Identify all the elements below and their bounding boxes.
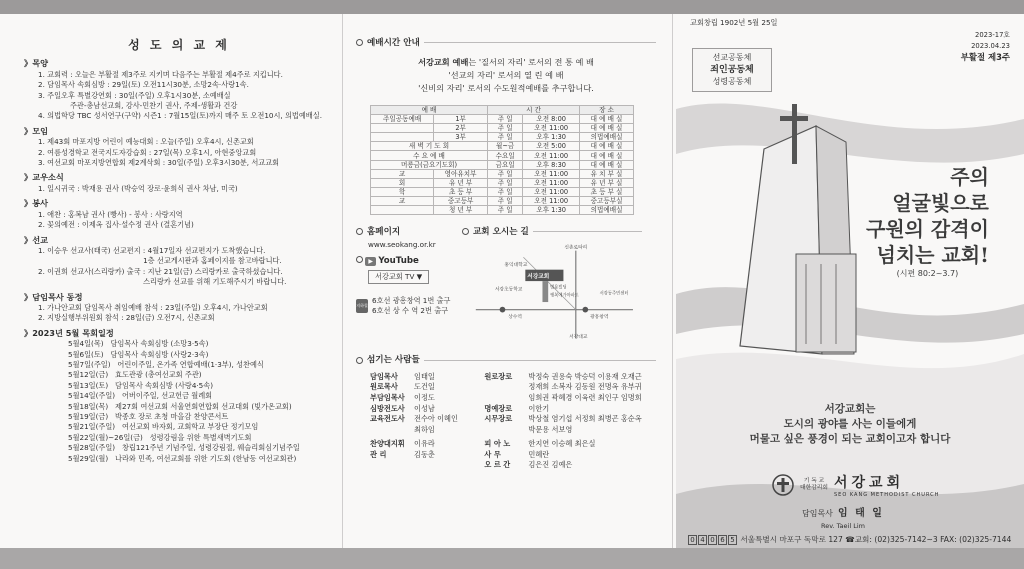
table-cell: 새 벽 기 도 회 [371, 142, 488, 151]
table-cell: 주 일 [488, 187, 523, 196]
section-title: 》목양 [24, 58, 49, 69]
staff-names: 박문용 서보영 [528, 424, 573, 434]
news-section [24, 58, 334, 121]
table-cell: 대 예 배 실 [580, 124, 634, 133]
table-cell: 대 예 배 실 [580, 142, 634, 151]
staff-role: 원로목사 [370, 382, 398, 392]
staff-column-piano [484, 439, 656, 471]
table-cell: 오전 11:00 [523, 169, 580, 178]
staff-names: 전수아 이혜인 [414, 414, 458, 424]
table-cell [371, 133, 434, 142]
table-cell: 유 년 부 실 [580, 178, 634, 187]
circle-bullet-icon [356, 228, 363, 235]
table-row [371, 142, 634, 151]
fold-line-left [342, 14, 343, 548]
table-cell: 수 요 예 배 [371, 151, 488, 160]
table-cell: 중고등부실 [580, 196, 634, 205]
schedule-item: 5월12일(금) 효도관광 (총여선교회 주관) [68, 370, 202, 380]
founded-date: 교회창립 1902년 5월 25일 [690, 18, 778, 27]
table-cell: 주일공동예배 [371, 115, 434, 124]
table-cell: 주 일 [488, 115, 523, 124]
cover-slogan: 주의 얼굴빛으로 구원의 감격이 넘치는 교회! (시편 80:2~3.7) [866, 165, 989, 278]
news-line: 주관-총남선교회, 강사-민찬기 권사, 주제-생활과 건강 [38, 101, 238, 111]
church-address: 0 4 0 6 5 서울특별시 마포구 독막로 127 ☎교회: (02)325-7142~3 FAX: (02)325-7144 [688, 534, 1011, 545]
table-cell: 의법예배실 [580, 206, 634, 215]
schedule-item: 5월29일(월) 나라와 민족, 여선교회를 위한 기도회 (한남동 여선교회관) [68, 453, 297, 463]
staff-block: 섬기는 사람들 담임목사 임태일 원로목사 도건일 부담임목사 이정도 심방전도사 이성남 교육전도사 전수아 이혜인 최하임 원로장로 박정숙 권용숙 박승덕 이용재 오재근 정재희 소복자 김동원 전명옥 유부귀 임희권 곽혜경 이육련 최인구 임명희 명예장로 이한기 시무장로 박상철 염기섭 서정희 최병곤 홍순옥 박문용 서보영 찬양대지휘 이유라 관 리 김동춘 피 아 노 한지연 이승혜 최은실 사 무 민혜란 오 르 간 김은진 김예은 [356, 355, 656, 471]
senior-pastor: 담임목사 임 태 일 Rev. Taeil Lim [802, 508, 884, 530]
table-cell: 2부 [434, 124, 488, 133]
table-row [371, 160, 634, 169]
table-cell: 교 [371, 169, 434, 178]
vision-statement: 서강교회는 도시의 광야를 사는 이들에게 머물고 싶은 풍경이 되는 교회이고자 합니다 [749, 403, 951, 445]
staff-role: 명예장로 [484, 403, 513, 413]
schedule-item: 5월13일(토) 담임목사 속회심방 (사랑4·5속) [68, 380, 213, 390]
table-cell: 학 [371, 187, 434, 196]
staff-names: 김동춘 [414, 449, 435, 459]
table-cell: 오전 8:00 [523, 115, 580, 124]
table-row [371, 151, 634, 160]
staff-column-elders [484, 372, 656, 436]
table-cell: 의법예배실 [580, 133, 634, 142]
table-cell: 유 년 부 [434, 178, 488, 187]
staff-role: 교육전도사 [370, 414, 405, 424]
staff-row [370, 372, 484, 383]
schedule-item: 5월18일(목) 제27회 여선교회 서울연회연합회 선교대회 (빛가온교회) [68, 401, 292, 411]
staff-row [484, 450, 656, 461]
info-panel [356, 36, 656, 471]
map-label-building: 범용빌딩 [550, 285, 567, 291]
section-title: 》선교 [24, 234, 49, 245]
table-cell: 오전 11:00 [523, 178, 580, 187]
news-line: 1. 교회력 : 오늘은 부활절 제3주로 지키며 다음주는 부활절 제4주로 지킵니다. [38, 69, 283, 79]
schedule-item: 5월28일(주일) 창립121주년 기념주일, 성령강림절, 웨슬리회심기념주일 [68, 443, 300, 453]
cover-artwork [676, 14, 1024, 548]
section-title: 》봉사 [24, 198, 49, 209]
table-cell: 오전 11:00 [523, 151, 580, 160]
staff-names: 김은진 김예은 [528, 460, 573, 470]
staff-role: 심방전도사 [370, 403, 405, 413]
staff-row [370, 393, 484, 404]
news-section [24, 292, 334, 324]
staff-names: 이유라 [414, 439, 435, 449]
fellowship-panel [24, 40, 334, 464]
staff-role: 부담임목사 [370, 392, 405, 402]
staff-row [484, 404, 656, 415]
news-section [24, 198, 334, 230]
table-cell: 회 [371, 178, 434, 187]
issue-info: 2023-17호 2023.04.23 부활절 제3주 [960, 31, 1010, 62]
staff-names: 이성남 [414, 403, 435, 413]
staff-role: 시무장로 [484, 414, 513, 424]
table-cell: 수요일 [488, 151, 523, 160]
col-header-time: 시 간 [488, 106, 580, 115]
heading-rule [424, 42, 656, 43]
staff-names: 박정숙 권용숙 박승덕 이용재 오재근 [528, 371, 642, 381]
schedule-item: 5월21일(주일) 여선교회 바자회, 교회학교 부장단 정기모임 [68, 422, 259, 432]
staff-names: 최하임 [414, 424, 435, 434]
top-band [0, 0, 1024, 14]
staff-names: 한지연 이승혜 최은실 [528, 439, 596, 449]
table-row [371, 115, 634, 124]
staff-role: 담임목사 [370, 371, 398, 381]
staff-names: 이한기 [528, 403, 550, 413]
table-row [371, 178, 634, 187]
map-label-sangsu: 상수역 [508, 315, 522, 321]
section-title: 》교우소식 [24, 172, 64, 183]
news-line: 4. 의법학당 TBC 성서연구(구약) 시즌1 : 7월15일(토)까지 매주 토 오전10시, 의법예배실. [38, 111, 322, 121]
news-line: 1. 애찬 : 홍복남 권사 (빵사) - 봉사 : 사랑지역 [38, 209, 183, 219]
staff-role: 관 리 [370, 449, 387, 459]
table-cell: 대 예 배 실 [580, 115, 634, 124]
table-cell: 머릉금(금요기도회) [371, 160, 488, 169]
news-section [24, 126, 334, 169]
staff-names: 도건일 [414, 382, 435, 392]
table-cell: 월~금 [488, 142, 523, 151]
bottom-band [0, 548, 1024, 569]
table-cell: 주 일 [488, 169, 523, 178]
news-line: 3. 주일오후 특별강연회 : 30일(주일) 오후1시30분, 소예배실 [38, 90, 231, 100]
staff-row [484, 439, 656, 450]
table-cell: 금요일 [488, 160, 523, 169]
fellowship-title: 성 도 의 교 제 [128, 38, 230, 52]
staff-row [370, 425, 484, 436]
news-line: 1. 제43회 마포지방 어린이 예능대회 : 오늘(주일) 오후4시, 신촌교회 [38, 137, 254, 147]
news-line: 1층 선교게시판과 홈페이지를 참고바랍니다. [38, 256, 282, 266]
news-line: 1. 가나안교회 담임목사 취임예배 참석 : 23일(주일) 오후4시, 가나안교회 [38, 302, 268, 312]
news-line: 2. 여름성경학교 전국지도자강습회 : 27일(목) 오후1시, 아현중앙교회 [38, 147, 257, 157]
table-row [371, 124, 634, 133]
schedule-item: 5월6일(토) 담임목사 속회심방 (사랑2·3속) [68, 349, 209, 359]
map-label-center: 서강동주민센터 [599, 291, 629, 297]
map-label-bridge: 서강대교 [569, 335, 588, 341]
table-cell: 오전 11:00 [523, 124, 580, 133]
table-cell: 대 예 배 실 [580, 151, 634, 160]
staff-names: 민혜란 [528, 449, 550, 459]
table-cell [371, 206, 434, 215]
table-cell: 1부 [434, 115, 488, 124]
youtube-icon: ▶ [365, 257, 376, 266]
heading-rule [424, 360, 656, 361]
schedule-item: 5월22일(월)~26일(금) 성령강림을 위한 특별새벽기도회 [68, 432, 252, 442]
map-label-school: 서강초등학교 [494, 287, 523, 293]
youtube-block [356, 256, 456, 284]
map-label-apartment: 행복예가아파트 [550, 293, 579, 299]
table-cell: 유 치 부 실 [580, 169, 634, 178]
table-cell: 주 일 [488, 206, 523, 215]
church-logo: 기 독 교 대한감리회 서강교회 SEO KANG METHODIST CHURCH [772, 472, 939, 498]
schedule-item: 5월14일(주일) 어버이주일, 선교헌금 월례회 [68, 391, 213, 401]
table-cell: 3부 [434, 133, 488, 142]
schedule-item: 5월19일(금) 박종호 장로 초청 마을감 찬양콘서트 [68, 412, 229, 421]
map-label-hongik: 홍익대학교 [504, 262, 528, 268]
table-cell: 오후 1:30 [523, 133, 580, 142]
schedule-list [24, 339, 334, 464]
circle-bullet-icon [356, 357, 363, 364]
table-row [371, 196, 634, 205]
news-section [24, 172, 334, 194]
news-section [24, 235, 334, 288]
staff-row [484, 425, 656, 436]
table-cell: 영아유치부 [434, 169, 488, 178]
table-cell: 오전 5:00 [523, 142, 580, 151]
news-sections [24, 58, 334, 323]
schedule-item: 5월4일(목) 담임목사 속회심방 (소망3·5속) [68, 339, 209, 349]
table-cell: 초 등 부 [434, 187, 488, 196]
staff-names: 박상철 염기섭 서정희 최병곤 홍순옥 [528, 414, 642, 424]
metro-info: 지하철 6호선 광흥창역 1번 출구 6호선 상 수 역 2번 출구 [356, 296, 451, 316]
news-line: 2. 이권희 선교사(스리랑카) 출국 : 지난 21일(금) 스리랑카로 출국하셨습니다. [38, 266, 283, 276]
staff-role: 사 무 [484, 449, 501, 459]
circle-bullet-icon [356, 256, 363, 263]
youtube-channel-box[interactable]: 서강교회 TV ▼ [368, 270, 429, 284]
circle-bullet-icon [356, 39, 363, 46]
cover-panel [676, 14, 1024, 548]
staff-row [484, 372, 656, 383]
table-row [371, 187, 634, 196]
circle-bullet-icon [462, 228, 469, 235]
table-cell: 청 년 부 [434, 206, 488, 215]
map-label-church: 서강교회 [527, 274, 550, 281]
staff-names: 임태일 [414, 371, 435, 381]
map-label-sinchon: 신촌로타리 [564, 245, 588, 251]
news-line: 2. 담임목사 속회심방 : 29일(토) 오전11시30분, 소망2속·사랑1속. [38, 80, 249, 90]
table-cell: 초 등 부 실 [580, 187, 634, 196]
staff-row [370, 404, 484, 415]
staff-row [484, 414, 656, 425]
section-title: 》모임 [24, 125, 49, 136]
table-row [371, 169, 634, 178]
news-line: 1. 일시귀국 : 박재용 권사 (박승억 장로·윤희식 권사 차남, 미국) [38, 183, 238, 193]
staff-names: 임희권 곽혜경 이육련 최인구 임명희 [528, 392, 642, 402]
table-cell: 오후 8:30 [523, 160, 580, 169]
col-header-place: 장 소 [580, 106, 634, 115]
staff-role: 오 르 간 [484, 460, 511, 470]
schedule-title: 》2023년 5월 목회일정 [24, 327, 114, 338]
location-map [462, 243, 642, 343]
staff-column-music [370, 439, 484, 471]
news-line: 2. 꽃의예전 : 이제옥 집사·설수정 권사 (결혼기념) [38, 220, 194, 230]
table-cell [371, 124, 434, 133]
staff-row [484, 382, 656, 393]
staff-names: 이정도 [414, 392, 435, 402]
staff-column-ministers [370, 372, 484, 436]
youtube-label: YouTube [378, 256, 419, 267]
table-cell: 중고등부 [434, 196, 488, 205]
table-row [371, 133, 634, 142]
table-cell: 대 예 배 실 [580, 160, 634, 169]
news-line: 1. 이승우 선교사(태국) 선교편지 : 4월17일자 선교편지가 도착했습니다. [38, 245, 266, 255]
news-line: 스리랑카 선교를 위해 기도해주시기 바랍니다. [38, 277, 287, 287]
staff-role: 피 아 노 [484, 439, 511, 449]
staff-row [370, 382, 484, 393]
col-header-service: 예 배 [371, 106, 488, 115]
table-cell: 교 [371, 196, 434, 205]
fold-line-right [672, 14, 673, 548]
staff-row [484, 393, 656, 404]
staff-role: 원로장로 [484, 371, 513, 381]
staff-row [370, 414, 484, 425]
table-cell: 주 일 [488, 133, 523, 142]
section-title: 》담임목사 동정 [24, 291, 83, 302]
heading-rule [533, 231, 642, 232]
scripture-ref: (시편 80:2~3.7) [896, 269, 959, 278]
schedule-item: 5월7일(주일) 어린이주일, 온가족 연합예배(1·3부), 성찬예식 [68, 359, 264, 369]
table-cell: 주 일 [488, 178, 523, 187]
map-label-gwangheungchang: 광흥창역 [590, 315, 609, 321]
worship-intro: 서강교회 예배는 '질서의 자리' 로서의 전 통 예 배 '선교의 자리' 로서의 열 린 예 배 '신비의 자리' 로서의 수도원적예배를 추구합니다. [418, 57, 594, 93]
directions-block: 교회 오시는 길 신촌로타리 홍익대학교 서강교회 서강초등학교 범용빌딩 행복예가아파트 서강동주민센터 상수역 광흥창역 서강대교 [462, 225, 642, 345]
table-row [371, 206, 634, 215]
church-emblem-icon [772, 474, 794, 496]
homepage-url[interactable]: www.seokang.or.kr [368, 240, 436, 250]
news-line: 2. 지방실행부위원회 참석 : 28일(금) 오전7시, 신촌교회 [38, 313, 215, 323]
staff-row [370, 439, 484, 450]
worship-table [370, 105, 634, 215]
staff-role: 찬양대지휘 [370, 439, 405, 449]
homepage-block: 홈페이지 www.seokang.or.kr ▶ YouTube 서강교회 TV ▼ 지하철 6호선 광흥창역 1번 출구 6호선 상 수 역 2번 출구 [356, 225, 456, 345]
table-cell: 주 일 [488, 196, 523, 205]
table-cell: 오후 1:30 [523, 206, 580, 215]
news-line: 3. 여선교회 마포지방연합회 제2계삭회 : 30일(주일) 오후3시30분, 서교교회 [38, 158, 280, 168]
table-cell: 주 일 [488, 124, 523, 133]
staff-names: 정재희 소복자 김동원 전명옥 유부귀 [528, 382, 642, 392]
community-tag: 선교공동체 죄인공동체 성령공동체 [692, 48, 772, 92]
subway-icon: 지하철 [356, 299, 368, 313]
table-cell: 오전 11:00 [523, 196, 580, 205]
worship-heading: 예배시간 안내 [356, 36, 656, 48]
table-cell: 오전 11:00 [523, 187, 580, 196]
staff-row [370, 450, 484, 461]
staff-row [484, 460, 656, 471]
